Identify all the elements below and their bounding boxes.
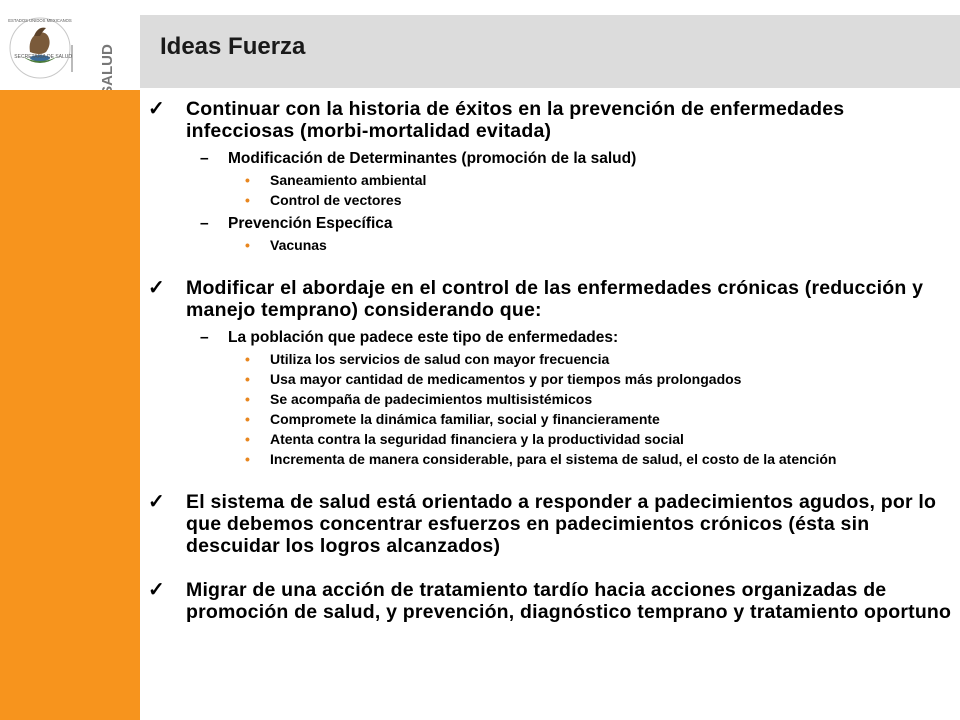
main-point [148, 277, 956, 321]
bullet-dot: • [245, 192, 250, 208]
main-point-text: Modificar el abordaje en el control de las enfermedades crónicas (reducción y manejo temprano) considerando que: [186, 277, 924, 321]
detail-item [148, 412, 956, 427]
bullet-dot: • [245, 451, 250, 467]
dash-marker: – [200, 329, 209, 346]
detail-item [148, 432, 956, 447]
sub-point [148, 214, 956, 233]
main-point-text: El sistema de salud está orientado a responder a padecimientos agudos, por lo que debemos concentrar esfuerzos en padecimientos crónicos (ésta sin descuidar los logros alcanzados) [186, 491, 937, 557]
detail-item [148, 452, 956, 467]
mexico-health-logo [0, 0, 140, 90]
detail-item-text: Usa mayor cantidad de medicamentos y por tiempos más prolongados [270, 371, 742, 387]
main-point [148, 491, 956, 557]
logo-area [0, 0, 140, 90]
main-point-text: Migrar de una acción de tratamiento tardío hacia acciones organizadas de promoción de salud, y prevención, diagnóstico temprano y tratamiento oportuno [186, 579, 952, 623]
point-spacer [148, 467, 956, 491]
logo-text-salud: SALUD [99, 44, 116, 90]
bullet-dot: • [245, 411, 250, 427]
detail-item [148, 352, 956, 367]
sub-point-text: Prevención Específica [228, 215, 393, 232]
bullet-dot: • [245, 391, 250, 407]
detail-item [148, 392, 956, 407]
detail-item-text: Control de vectores [270, 192, 402, 208]
bullet-dot: • [245, 172, 250, 188]
check-icon: ✓ [148, 579, 165, 601]
page-title: Ideas Fuerza [160, 33, 306, 60]
sub-point [148, 149, 956, 168]
detail-item-text: Compromete la dinámica familiar, social y financieramente [270, 411, 660, 427]
bullet-dot: • [245, 237, 250, 253]
detail-item-text: Vacunas [270, 237, 327, 253]
check-icon: ✓ [148, 491, 165, 513]
bullet-content [148, 98, 956, 623]
detail-item [148, 372, 956, 387]
main-point [148, 579, 956, 623]
main-point-text: Continuar con la historia de éxitos en la prevención de enfermedades infecciosas (morbi-mortalidad evitada) [186, 98, 845, 142]
detail-item-text: Utiliza los servicios de salud con mayor frecuencia [270, 351, 610, 367]
detail-item [148, 193, 956, 208]
check-icon: ✓ [148, 98, 165, 120]
detail-item [148, 173, 956, 188]
detail-item-text: Saneamiento ambiental [270, 172, 427, 188]
sub-point-text: La población que padece este tipo de enfermedades: [228, 329, 619, 346]
detail-item-text: Atenta contra la seguridad financiera y la productividad social [270, 431, 684, 447]
check-icon: ✓ [148, 277, 165, 299]
bullet-dot: • [245, 351, 250, 367]
sub-point [148, 328, 956, 347]
detail-item-text: Incrementa de manera considerable, para el sistema de salud, el costo de la atención [270, 451, 837, 467]
bullet-dot: • [245, 371, 250, 387]
orange-sidebar [0, 0, 140, 720]
bullet-dot: • [245, 431, 250, 447]
detail-item-text: Se acompaña de padecimientos multisistémicos [270, 391, 593, 407]
dash-marker: – [200, 150, 209, 167]
detail-item [148, 238, 956, 253]
dash-marker: – [200, 215, 209, 232]
point-spacer [148, 557, 956, 579]
main-point [148, 98, 956, 142]
point-spacer [148, 253, 956, 277]
sub-point-text: Modificación de Determinantes (promoción de la salud) [228, 150, 637, 167]
logo-text-secretaria: SECRETARÍA DE SALUD [14, 54, 72, 60]
logo-text-estados-unidos: ESTADOS UNIDOS MEXICANOS [8, 18, 72, 23]
